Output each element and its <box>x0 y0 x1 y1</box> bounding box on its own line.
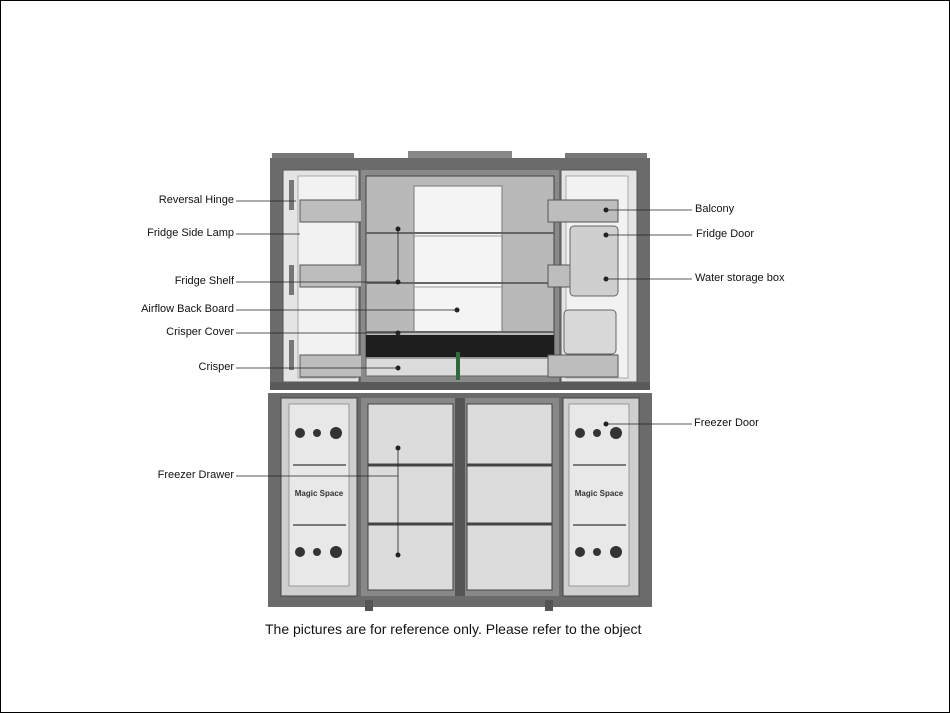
label-crisper: Crisper <box>198 361 234 373</box>
water-storage-box <box>570 226 618 296</box>
left-drawer <box>368 404 453 590</box>
label-fridge-side-lamp: Fridge Side Lamp <box>147 227 234 239</box>
label-fridge-door: Fridge Door <box>696 228 755 240</box>
right-drawer <box>467 404 552 590</box>
left-balcony-2 <box>300 265 370 287</box>
label-water-storage-box: Water storage box <box>695 272 785 284</box>
label-fridge-shelf: Fridge Shelf <box>174 275 234 287</box>
magic-space-left: Magic Space <box>294 489 344 498</box>
label-balcony: Balcony <box>695 203 735 215</box>
label-freezer-drawer: Freezer Drawer <box>157 469 234 481</box>
magic-space-right: Magic Space <box>574 489 624 498</box>
caption: The pictures are for reference only. Please refer to the object <box>265 621 642 637</box>
right-balcony-3 <box>548 355 618 377</box>
label-freezer-door: Freezer Door <box>694 417 759 429</box>
label-airflow-back-board: Airflow Back Board <box>141 303 234 315</box>
label-reversal-hinge: Reversal Hinge <box>158 194 234 206</box>
label-crisper-cover: Crisper Cover <box>166 326 234 338</box>
left-balcony-3 <box>300 355 370 377</box>
left-balcony-1 <box>300 200 370 222</box>
